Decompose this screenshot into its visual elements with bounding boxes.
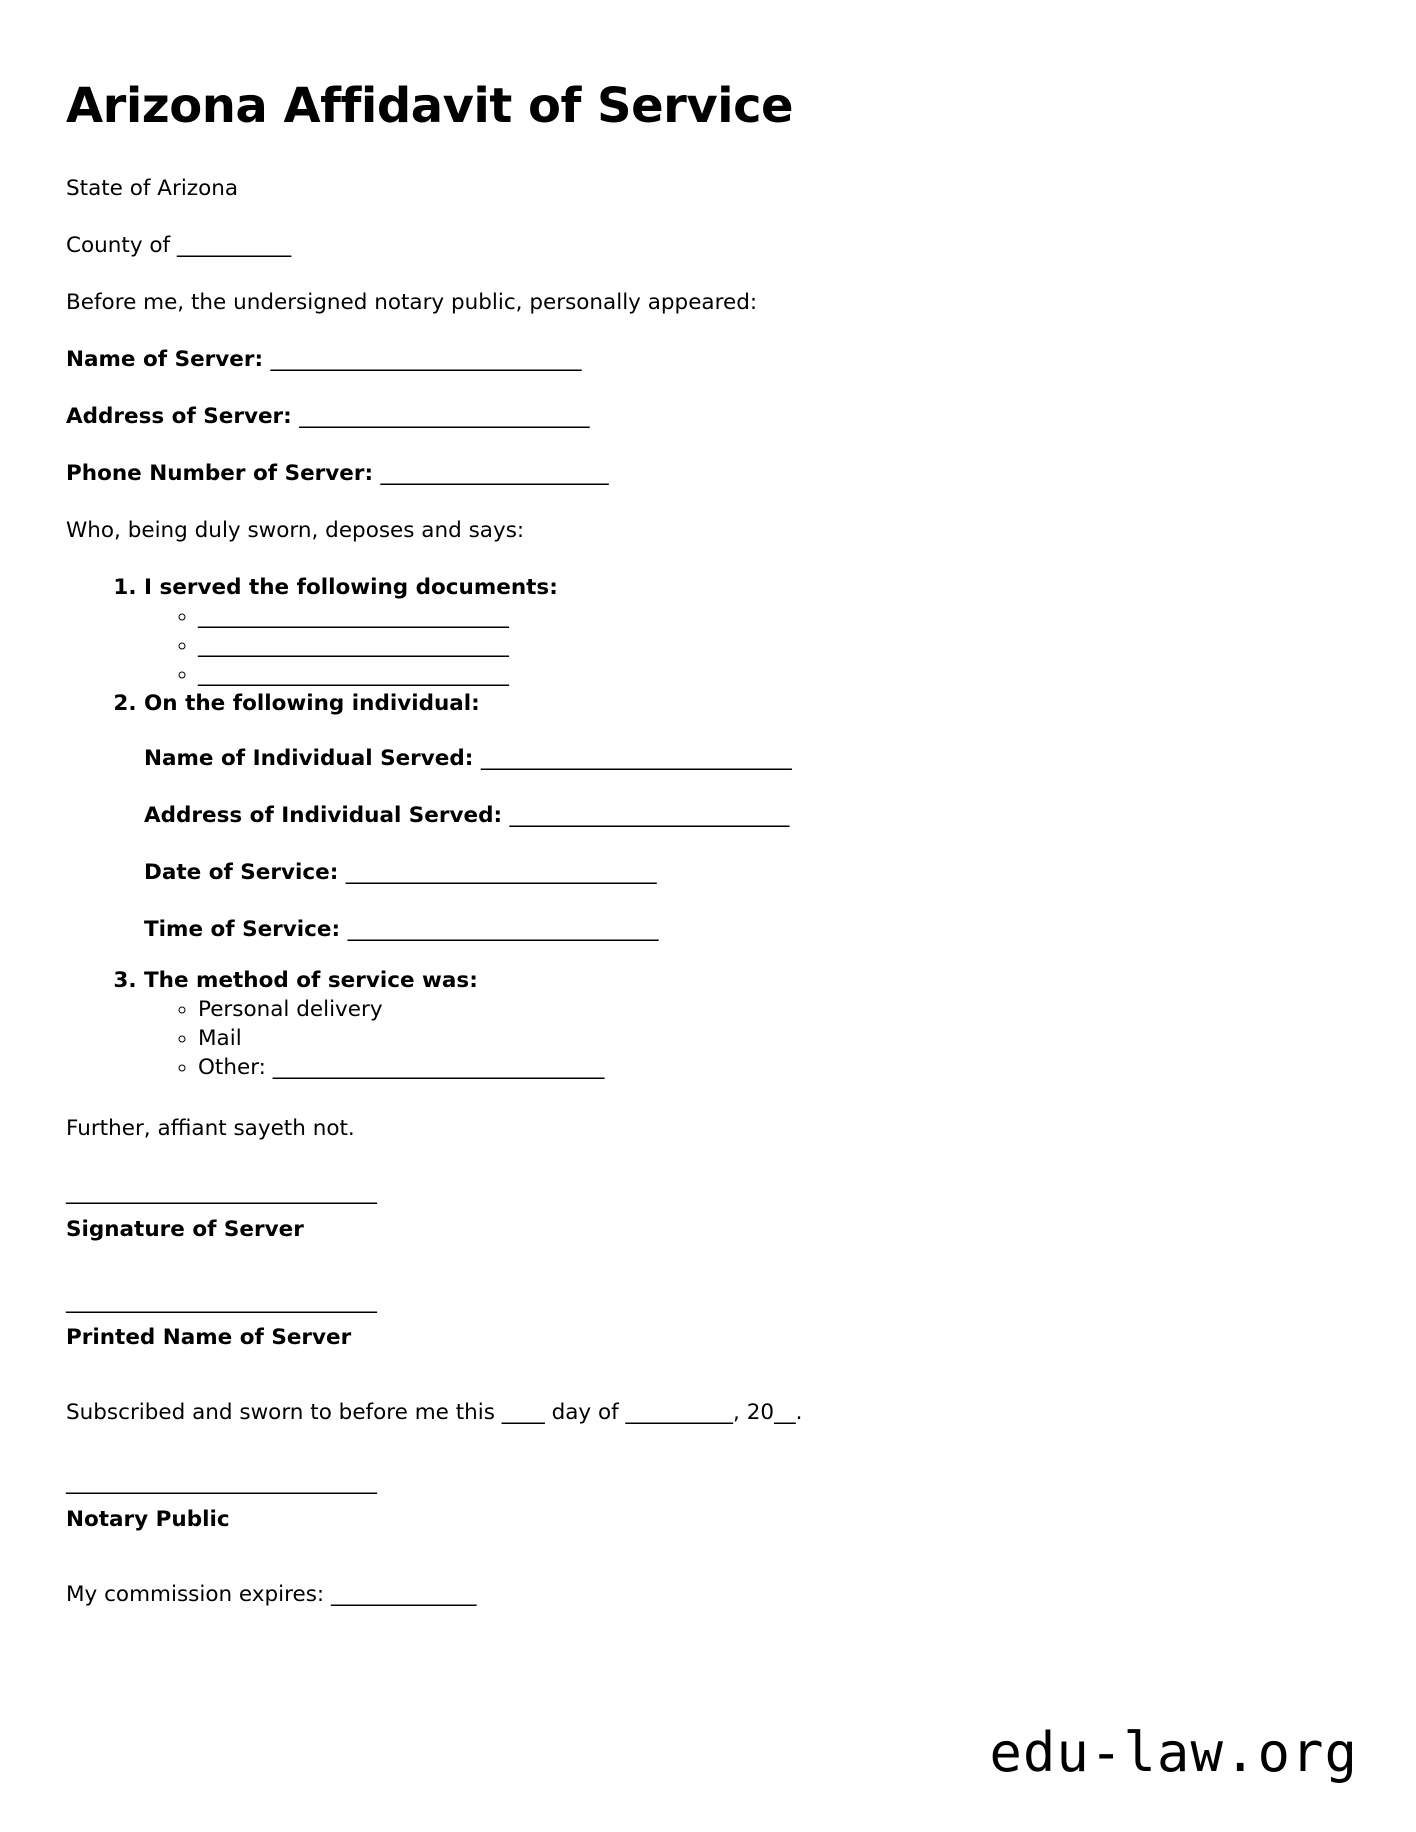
county-label: County of [66, 232, 177, 258]
sworn-statement: Subscribed and sworn to before me this ____ day of __________, 20__. [66, 1400, 803, 1426]
county-line [66, 231, 1336, 260]
field-name-of-individual [144, 744, 1336, 773]
intro-paragraph: Before me, the undersigned notary public, personally appeared: [66, 289, 758, 315]
state-line: State of Arizona [66, 175, 239, 201]
field-label: Time of Service: [144, 916, 348, 942]
commission-expires-line [66, 1580, 1336, 1609]
county-blank[interactable]: ___________ [176, 232, 291, 258]
commission-blank[interactable]: ______________ [331, 1582, 476, 1608]
site-watermark: edu-law.org [989, 1721, 1358, 1784]
field-blank[interactable]: ______________________________ [345, 859, 657, 885]
field-phone-of-server [66, 459, 1336, 488]
field-blank[interactable]: ______________________ [380, 460, 609, 486]
sworn-intro: Who, being duly sworn, deposes and says: [66, 517, 525, 543]
field-blank[interactable]: ______________________________ [480, 745, 792, 771]
individual-served-fields [144, 744, 1336, 944]
served-documents-sublist [144, 602, 1336, 689]
signature-rule[interactable]: ______________________________ [66, 1180, 377, 1206]
field-blank[interactable]: ___________________________ [509, 802, 789, 828]
field-label: Date of Service: [144, 859, 346, 885]
document-blank[interactable]: ______________________________ [198, 603, 509, 629]
commission-label: My commission expires: [66, 1582, 332, 1608]
field-label: Address of Individual Served: [144, 802, 510, 828]
field-blank[interactable]: ____________________________ [299, 403, 590, 429]
field-label: Name of Server: [66, 346, 271, 372]
list-item [198, 660, 1336, 689]
field-address-of-server [66, 402, 1336, 431]
list-item-served-documents [144, 573, 1336, 689]
other-blank[interactable]: ________________________________ [272, 1055, 604, 1081]
document-blank[interactable]: ______________________________ [198, 632, 509, 658]
option-label: Other: [198, 1055, 273, 1081]
printed-name-rule[interactable]: ______________________________ [66, 1288, 377, 1314]
option-label: Personal delivery [198, 997, 383, 1023]
method-of-service-sublist [144, 995, 1336, 1082]
field-label: Name of Individual Served: [144, 745, 481, 771]
list-item-other[interactable] [198, 1053, 1336, 1082]
field-label: Address of Server: [66, 403, 300, 429]
signature-block-notary [66, 1471, 1336, 1534]
field-address-of-individual [144, 801, 1336, 830]
list-item [198, 631, 1336, 660]
affidavit-numbered-list [66, 573, 1336, 1082]
list-item [198, 602, 1336, 631]
field-name-of-server [66, 345, 1336, 374]
closing-statement: Further, affiant sayeth not. [66, 1116, 355, 1142]
signature-block-printed-name [66, 1290, 1336, 1353]
notary-caption: Notary Public [66, 1507, 230, 1533]
list-item-method-of-service [144, 966, 1336, 1082]
field-date-of-service [144, 858, 1336, 887]
option-label: Mail [198, 1026, 242, 1052]
printed-name-caption: Printed Name of Server [66, 1325, 352, 1351]
list-item-heading: The method of service was: [144, 968, 478, 993]
list-item-heading: On the following individual: [144, 690, 480, 716]
list-item-mail[interactable] [198, 1024, 1336, 1053]
document-blank[interactable]: ______________________________ [198, 661, 509, 687]
signature-block-server [66, 1181, 1336, 1244]
field-blank[interactable]: ______________________________ [270, 346, 582, 372]
list-item-personal-delivery[interactable] [198, 995, 1336, 1024]
notary-rule[interactable]: ______________________________ [66, 1470, 377, 1496]
field-blank[interactable]: ______________________________ [347, 916, 659, 942]
list-item-heading: I served the following documents: [144, 574, 558, 600]
page-title: Arizona Affidavit of Service [66, 78, 794, 134]
signature-caption: Signature of Server [66, 1216, 304, 1242]
list-item-following-individual [144, 689, 1336, 944]
field-label: Phone Number of Server: [66, 460, 381, 486]
field-time-of-service [144, 915, 1336, 944]
